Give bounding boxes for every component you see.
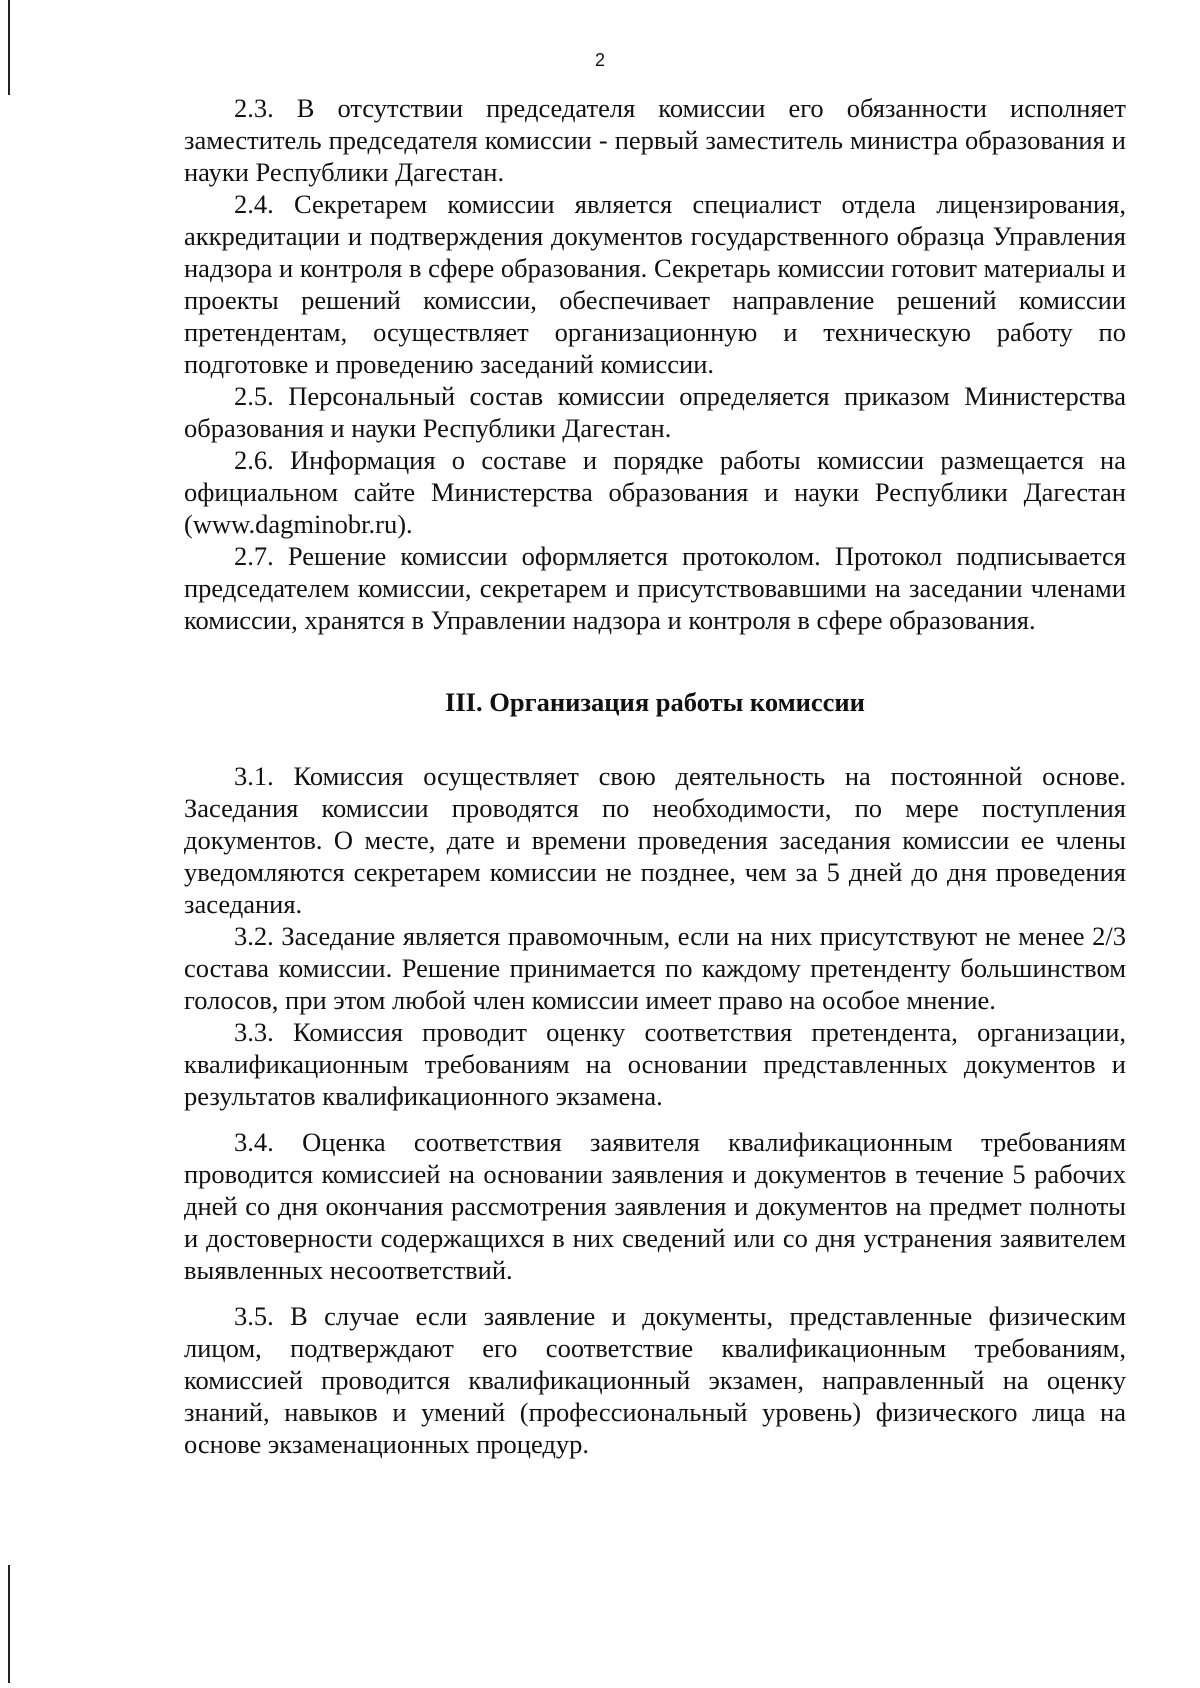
page-number: 2 [594,50,605,70]
paragraph-3-4: 3.4. Оценка соответствия заявителя квалификационным требованиям проводится комиссией на основании заявления и документов в течение 5 рабочих дней со дня окончания рассмотрения заявления и документов на предмет полноты и достоверности содержащихся в них сведений или со дня устранения заявителем выявленных несоответствий. [184,1127,1126,1285]
section-title: III. Организация работы комиссии [445,687,865,717]
paragraph-3-5: 3.5. В случае если заявление и документы, представленные физическим лицом, подтверждают его соответствие квалификационным требованиям, комиссией проводится квалификационный экзамен, направленный на оценку знаний, навыков и умений (профессиональный уровень) физического лица на основе экзаменационных процедур. [184,1301,1126,1459]
paragraph-2-7: 2.7. Решение комиссии оформляется протоколом. Протокол подписывается председателем комиссии, секретарем и присутствовавшими на заседании членами комиссии, хранятся в Управлении надзора и контроля в сфере образования. [184,541,1126,635]
paragraph-2-6: 2.6. Информация о составе и порядке работы комиссии размещается на официальном сайте Министерства образования и науки Республики Дагестан (www.dagminobr.ru). [184,445,1126,539]
paragraph-3-2: 3.2. Заседание является правомочным, если на них присутствуют не менее 2/3 состава комиссии. Решение принимается по каждому претенденту большинством голосов, при этом любой член комиссии имеет право на особое мнение. [184,921,1126,1015]
paragraph-3-3: 3.3. Комиссия проводит оценку соответствия претендента, организации, квалификационным требованиям на основании представленных документов и результатов квалификационного экзамена. [184,1017,1126,1111]
document-body [184,92,1126,1460]
paragraph-2-5: 2.5. Персональный состав комиссии определяется приказом Министерства образования и науки Республики Дагестан. [184,381,1126,443]
paragraph-2-3: 2.3. В отсутствии председателя комиссии его обязанности исполняет заместитель председателя комиссии - первый заместитель министра образования и науки Республики Дагестан. [184,93,1126,187]
scan-edge-mark [8,0,10,95]
scan-edge-mark [8,1565,10,1683]
paragraph-2-4: 2.4. Секретарем комиссии является специалист отдела лицензирования, аккредитации и подтверждения документов государственного образца Управления надзора и контроля в сфере образования. Секретарь комиссии готовит материалы и проекты решений комиссии, обеспечивает направление решений комиссии претендентам, осуществляет организационную и техническую работу по подготовке и проведению заседаний комиссии. [184,189,1126,379]
paragraph-3-1: 3.1. Комиссия осуществляет свою деятельность на постоянной основе. Заседания комиссии проводятся по необходимости, по мере поступления документов. О месте, дате и времени проведения заседания комиссии ее члены уведомляются секретарем комиссии не позднее, чем за 5 дней до дня проведения заседания. [184,761,1126,919]
